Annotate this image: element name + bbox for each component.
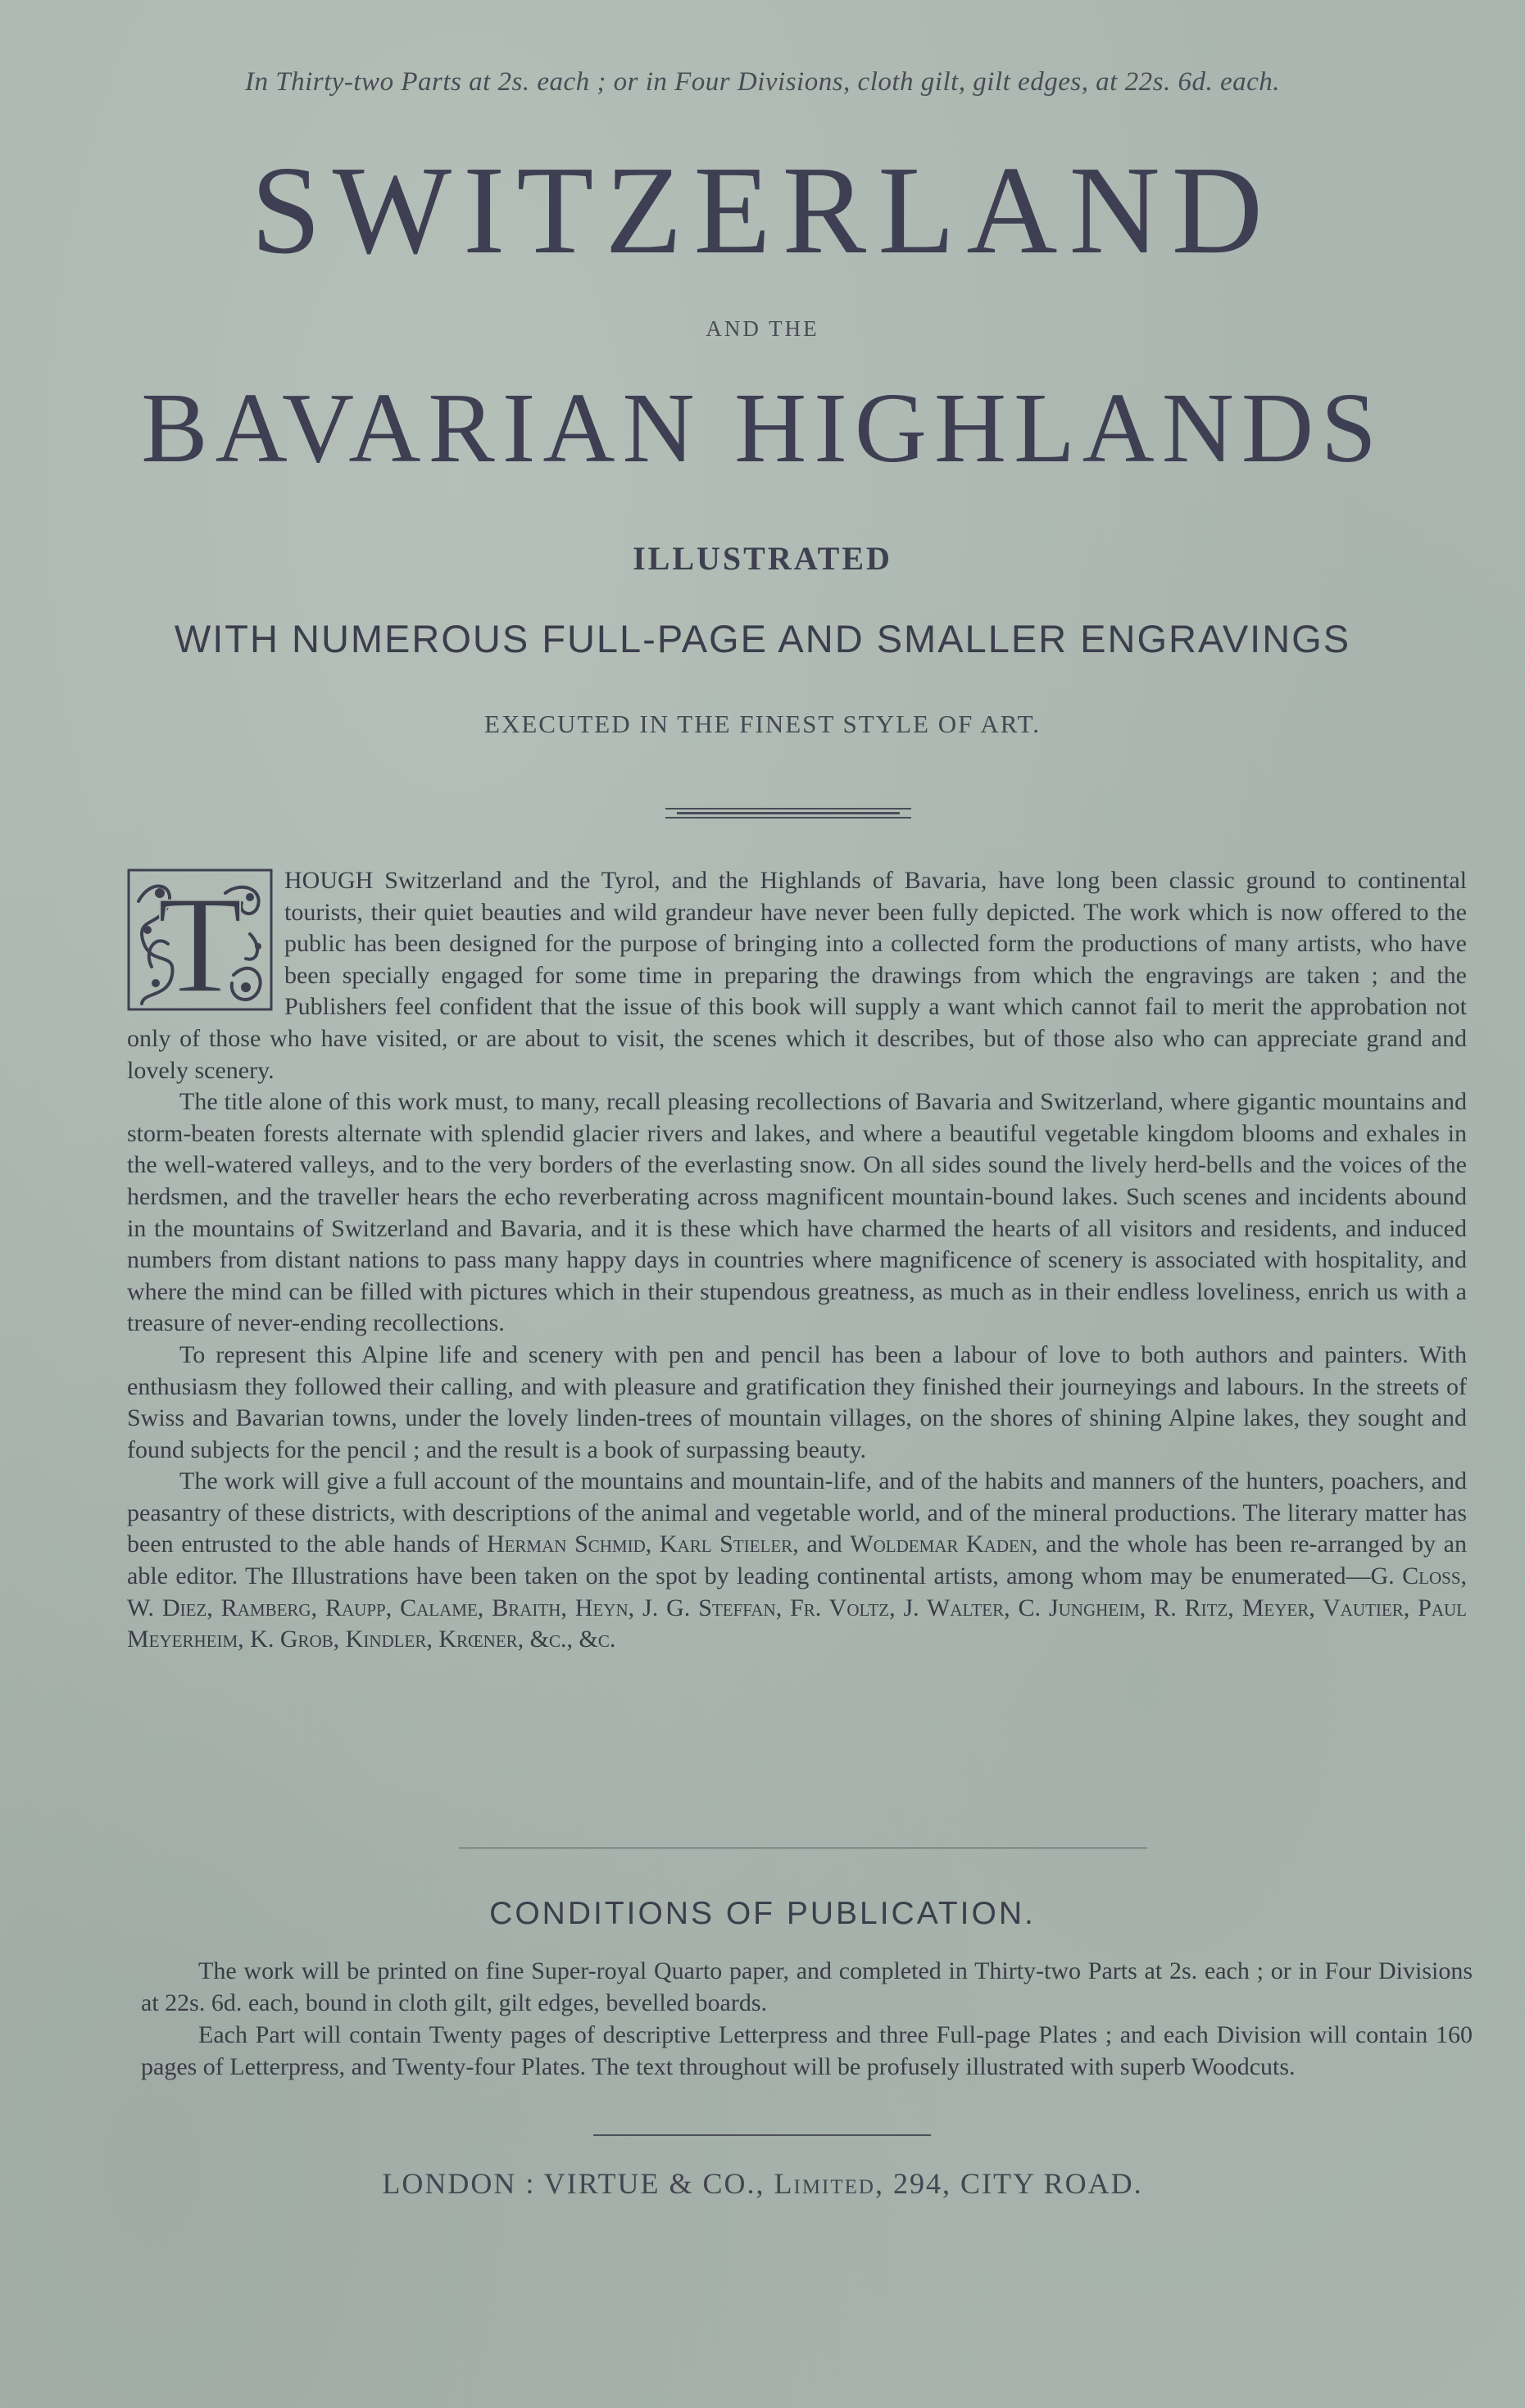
conditions-text: [141, 1955, 1473, 2083]
conditions-paragraph-2: Each Part will contain Twenty pages of descriptive Letterpress and three Full-page Plates ; and each Division will contain 160 pages of Letterpress, and Twenty-four Plates. The text throughout will be profusely illustrated with superb Woodcuts.: [141, 2021, 1473, 2080]
imprint-address: , 294, CITY ROAD.: [874, 2167, 1143, 2200]
conditions-paragraph-1: The work will be printed on fine Super-royal Quarto paper, and completed in Thirty-two Parts at 2s. each ; or in Four Divisions at 22s. 6d. each, bound in cloth gilt, gilt edges, bevelled boards.: [141, 1957, 1473, 2016]
p4-text-a: The work will give a full account of the mountains and mountain-life, and of the habits and manners of the hunters, poachers, and peasantry of these districts, with descriptions of the animal and vegetable world, and of the mineral productions. The literary matter has been entrusted to the able hands of: [127, 1467, 1467, 1558]
p4-text-b: , and: [792, 1531, 851, 1558]
illustrated-line: ILLUSTRATED: [633, 540, 892, 577]
style-line: EXECUTED IN THE FINEST STYLE OF ART.: [484, 710, 1041, 738]
ornamental-initial-icon: [127, 868, 273, 1011]
author-names-1: Herman Schmid, Karl Stieler: [486, 1531, 793, 1558]
p4-text-c: , and the whole has been re-arranged by an able editor. The Illustrations have been taken on the spot by leading continental artists, among whom may be enumerated—: [127, 1531, 1467, 1590]
conditions-heading: CONDITIONS OF PUBLICATION.: [489, 1896, 1036, 1931]
intro-paragraph-4: [127, 1466, 1467, 1656]
intro-paragraph-2: The title alone of this work must, to many, recall pleasing recollections of Bavaria and Switzerland, where gigantic mountains and storm-beaten forests alternate with splendid glacier rivers and lakes, and where a beautiful vegetable kingdom blooms and exhales in the well-watered valleys, and to the very borders of the everlasting snow. On all sides sound the lively herd-bells and the voices of the herdsmen, and the traveller hears the echo reverberating across magnificent mountain-bound lakes. Such scenes and incidents abound in the mountains of Switzerland and Bavaria, and it is these which have charmed the hearts of all visitors and residents, and induced numbers from distant nations to pass many happy days in countries where magnificence of scenery is associated with hospitality, and where the mind can be filled with pictures which in their stupendous greatness, as much as in their endless loveliness, enrich us with a treasure of never-ending recollections.: [127, 1088, 1467, 1337]
artist-names: G. Closs, W. Diez, Ramberg, Raupp, Calame, Braith, Heyn, J. G. Steffan, Fr. Voltz, J. Walter, C. Jungheim, R. Ritz, Meyer, Vautier, Paul Meyerheim, K. Grob, Kindler, Krœner, &c., &c.: [127, 1562, 1467, 1653]
author-names-2: Woldemar Kaden: [850, 1531, 1033, 1558]
price-line: In Thirty-two Parts at 2s. each ; or in Four Divisions, cloth gilt, gilt edges, at 22s. 6d. each.: [244, 67, 1280, 97]
intro-paragraph-1: HOUGH Switzerland and the Tyrol, and the Highlands of Bavaria, have long been classic ground to continental tourists, their quiet beauties and wild grandeur have never been fully depicted. The work which is now offered to the public has been designed for the purpose of bringing into a collected form the productions of many artists, who have been specially engaged for some time in preparing the drawings from which the engravings are taken ; and the Publishers feel confident that the issue of this book will supply a want which cannot fail to merit the approbation not only of those who have visited, or are about to visit, the scenes which it describes, but of those also who can appreciate grand and lovely scenery.: [127, 867, 1467, 1084]
publisher-imprint: [0, 2166, 1525, 2201]
intro-text: [127, 865, 1467, 1656]
imprint-city-publisher: LONDON : VIRTUE & CO.,: [382, 2167, 774, 2200]
main-title: SWITZERLAND: [251, 141, 1274, 280]
engravings-line: WITH NUMEROUS FULL-PAGE AND SMALLER ENGRAVINGS: [174, 617, 1351, 660]
intro-paragraph-3: To represent this Alpine life and scenery with pen and pencil has been a labour of love to both authors and painters. With enthusiasm they followed their calling, and with pleasure and gratification they finished their journeyings and labours. In the streets of Swiss and Bavarian towns, under the lovely linden-trees of mountain villages, on the shores of shining Alpine lakes, they sought and found subjects for the pencil ; and the result is a book of surpassing beauty.: [127, 1340, 1467, 1463]
title-conjunction: AND THE: [706, 316, 819, 341]
dropcap-letter: T: [157, 868, 243, 1011]
imprint-divider: [593, 2134, 931, 2136]
subtitle: BAVARIAN HIGHLANDS: [141, 373, 1384, 483]
imprint-limited: Limited: [774, 2167, 875, 2200]
